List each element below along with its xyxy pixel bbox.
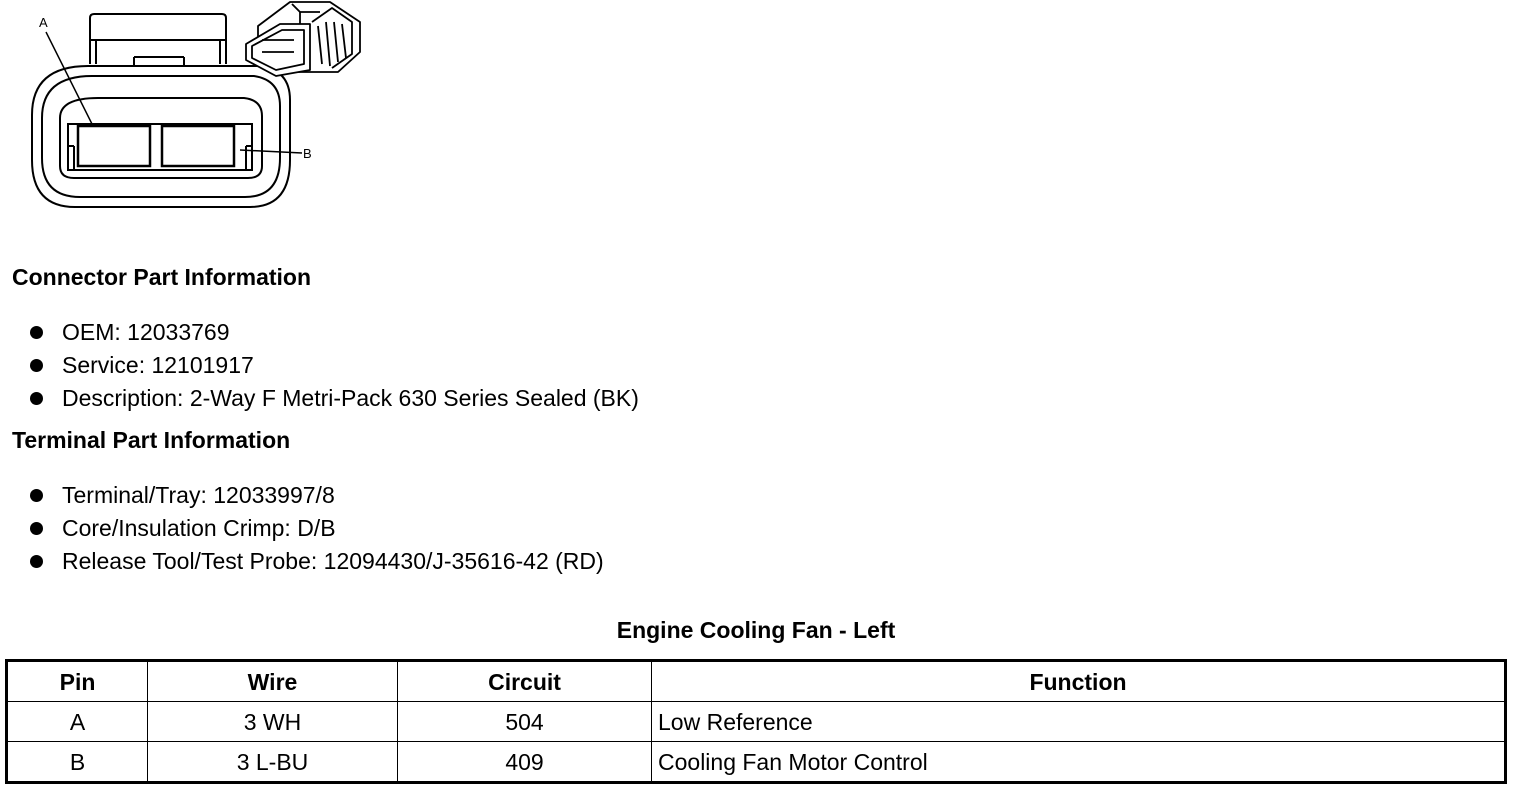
table-title: Engine Cooling Fan - Left <box>616 617 896 643</box>
connector-diagram <box>0 0 380 225</box>
list-item <box>28 352 639 385</box>
connector-part-list <box>28 319 639 418</box>
pin-a-label: A <box>39 15 48 30</box>
column-header-function: Function <box>652 661 1506 702</box>
cell-wire: 3 WH <box>148 702 398 742</box>
list-item-text: Terminal/Tray: 12033997/8 <box>62 482 335 508</box>
list-item-text: Description: 2-Way F Metri-Pack 630 Series Sealed (BK) <box>62 385 639 411</box>
bullet-icon <box>30 326 43 339</box>
column-header-circuit: Circuit <box>398 661 652 702</box>
terminal-part-heading: Terminal Part Information <box>12 427 291 453</box>
cell-pin: B <box>7 742 148 783</box>
list-item-text: Release Tool/Test Probe: 12094430/J-35616-42 (RD) <box>62 548 604 574</box>
connector-part-heading: Connector Part Information <box>12 264 312 290</box>
bullet-icon <box>30 489 43 502</box>
table-row <box>7 702 1506 742</box>
bullet-icon <box>30 555 43 568</box>
list-item <box>28 482 604 515</box>
cell-function: Low Reference <box>652 702 1506 742</box>
cell-circuit: 409 <box>398 742 652 783</box>
column-header-wire: Wire <box>148 661 398 702</box>
table-header-row <box>7 661 1506 702</box>
table-row <box>7 742 1506 783</box>
list-item-text: OEM: 12033769 <box>62 319 230 345</box>
cell-wire: 3 L-BU <box>148 742 398 783</box>
bullet-icon <box>30 392 43 405</box>
list-item <box>28 515 604 548</box>
list-item <box>28 319 639 352</box>
list-item <box>28 548 604 581</box>
column-header-pin: Pin <box>7 661 148 702</box>
bullet-icon <box>30 359 43 372</box>
cell-pin: A <box>7 702 148 742</box>
list-item-text: Service: 12101917 <box>62 352 254 378</box>
pin-b-label: B <box>303 146 312 161</box>
bullet-icon <box>30 522 43 535</box>
list-item-text: Core/Insulation Crimp: D/B <box>62 515 336 541</box>
pinout-table <box>5 659 1507 784</box>
list-item <box>28 385 639 418</box>
cell-function: Cooling Fan Motor Control <box>652 742 1506 783</box>
terminal-part-list <box>28 482 604 581</box>
cell-circuit: 504 <box>398 702 652 742</box>
